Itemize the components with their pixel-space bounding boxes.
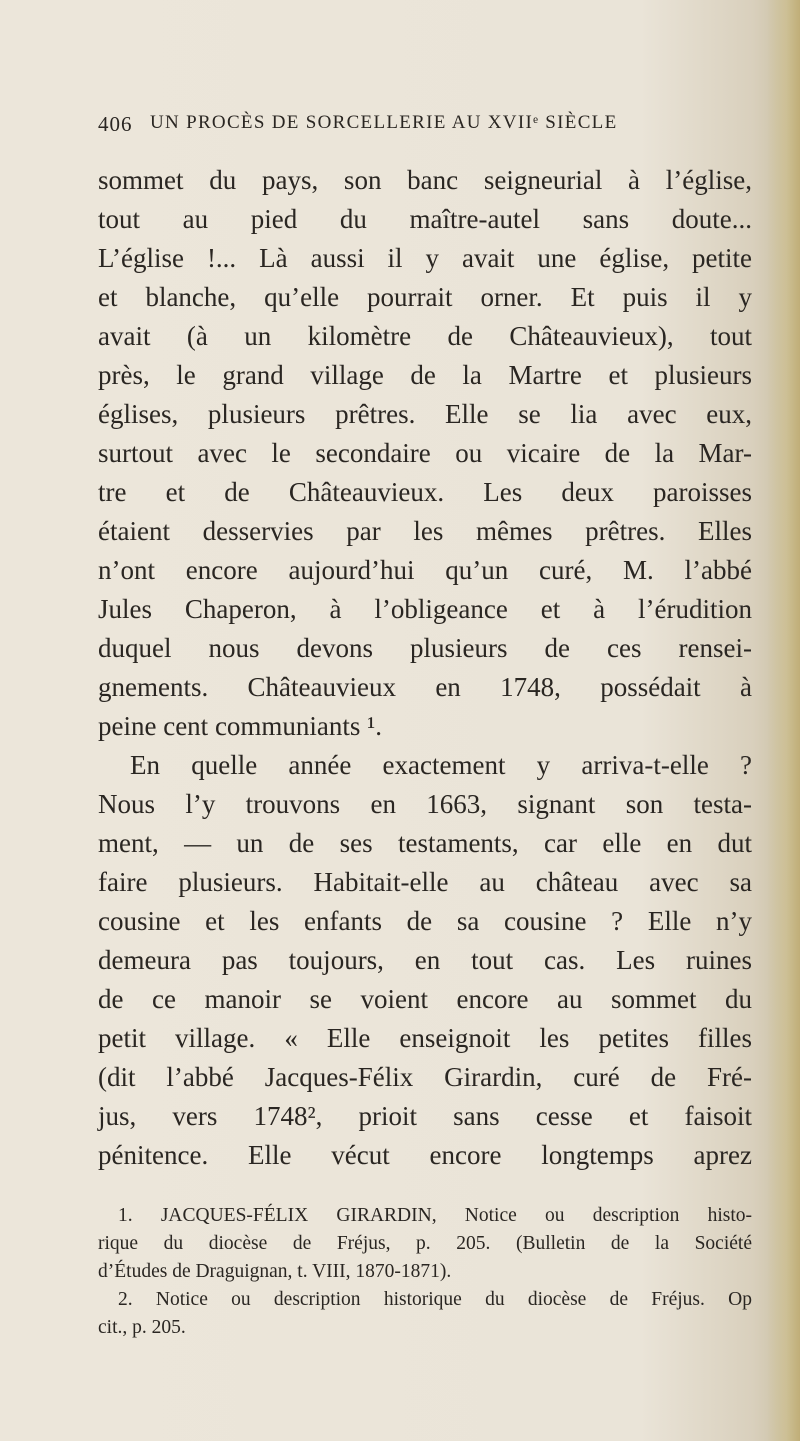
body-line: demeura pas toujours, en tout cas. Les ruines [98,945,752,975]
body-line: L’église !... Là aussi il y avait une église, petite [98,243,752,273]
body-line: petit village. « Elle enseignoit les petites filles [98,1023,752,1053]
body-line: églises, plusieurs prêtres. Elle se lia avec eux, [98,399,752,429]
body-line: tout au pied du maître-autel sans doute... [98,204,752,234]
footnote-line: 2. Notice ou description historique du diocèse de Fréjus. Op [118,1289,752,1310]
page-number: 406 [98,112,133,136]
body-line: En quelle année exactement y arriva-t-elle ? [130,750,752,780]
body-line: duquel nous devons plusieurs de ces rensei- [98,633,752,663]
body-line: et blanche, qu’elle pourrait orner. Et puis il y [98,282,752,312]
running-title: UN PROCÈS DE SORCELLERIE AU XVIIᵉ SIÈCLE [150,112,618,133]
body-line: Nous l’y trouvons en 1663, signant son testa- [98,789,752,819]
footnote-line: 1. JACQUES-FÉLIX GIRARDIN, Notice ou description histo- [118,1205,752,1226]
body-line: tre et de Châteauvieux. Les deux paroisses [98,477,752,507]
body-line: peine cent communiants ¹. [98,711,383,741]
body-line: Jules Chaperon, à l’obligeance et à l’érudition [98,594,752,624]
body-line: jus, vers 1748², prioit sans cesse et faisoit [98,1101,752,1131]
body-line: faire plusieurs. Habitait-elle au château avec sa [98,867,752,897]
body-line: près, le grand village de la Martre et plusieurs [98,360,752,390]
body-line: avait (à un kilomètre de Châteauvieux), tout [98,321,752,351]
footnote-line: rique du diocèse de Fréjus, p. 205. (Bulletin de la Société [98,1233,752,1254]
body-line: de ce manoir se voient encore au sommet du [98,984,752,1014]
body-line: ment, — un de ses testaments, car elle en dut [98,828,752,858]
body-line: cousine et les enfants de sa cousine ? Elle n’y [98,906,752,936]
body-line: n’ont encore aujourd’hui qu’un curé, M. l’abbé [98,555,752,585]
body-line: étaient desservies par les mêmes prêtres. Elles [98,516,752,546]
body-line: (dit l’abbé Jacques-Félix Girardin, curé de Fré- [98,1062,752,1092]
body-line: sommet du pays, son banc seigneurial à l’église, [98,165,752,195]
page-edge-stain [766,0,800,1441]
body-line: surtout avec le secondaire ou vicaire de la Mar- [98,438,752,468]
body-line: gnements. Châteauvieux en 1748, possédait à [98,672,752,702]
footnote-line: cit., p. 205. [98,1317,186,1338]
footnote-line: d’Études de Draguignan, t. VIII, 1870-1871). [98,1261,452,1282]
body-line: pénitence. Elle vécut encore longtemps aprez [98,1140,752,1170]
running-head [98,112,718,142]
